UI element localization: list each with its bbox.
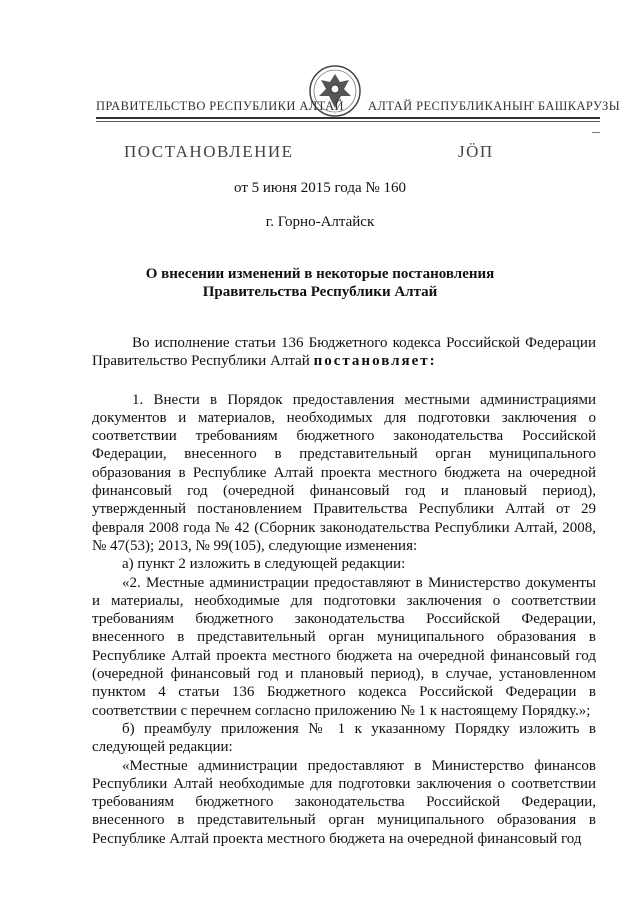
document-city: г. Горно-Алтайск <box>265 214 375 230</box>
document-title <box>0 265 640 301</box>
preamble-paragraph <box>92 334 596 371</box>
document-body <box>92 334 596 848</box>
document-type-altai: JÖП <box>458 142 494 161</box>
paragraph-quote-2: «2. Местные администрации предоставляют в Министерство документы и материалы, необходимые для подготовки заключения о соответствии требованиям бюджетного законодательства Российской Федерации, внесенного в представительный орган муниципального образования в Республике Алтай проекта местного бюджета на очередной финансовый год (очередной финансовый год и плановый период), в случае, установленном пунктом 4 статьи 136 Бюджетного кодекса Российской Федерации в соответствии с перечнем согласно приложению № 1 к настоящему Порядку.»; <box>92 574 596 719</box>
paragraph-item-a: а) пункт 2 изложить в следующей редакции: <box>122 556 406 573</box>
header-rule <box>96 117 600 119</box>
header-rule-thin <box>96 121 600 122</box>
preamble-text: Во исполнение статьи 136 Бюджетного кодекса Российской Федерации Правительство Республики Алтай <box>92 335 596 370</box>
document-date-number: от 5 июня 2015 года № 160 <box>234 180 406 196</box>
government-name-ru: ПРАВИТЕЛЬСТВО РЕСПУБЛИКИ АЛТАЙ <box>96 99 344 113</box>
document-type-ru: ПОСТАНОВЛЕНИЕ <box>124 142 294 161</box>
paragraph-item-1: 1. Внести в Порядок предоставления местными администрациями документов и материалов, необходимых для подготовки заключения о соответствии требованиям бюджетного законодательства Российской Федерации, внесенного в представительный орган муниципального образования в Республике Алтай проекта местного бюджета на очередной финансовый год (очередной финансовый год и плановый период), утвержденный постановлением Правительства Республики Алтай от 29 февраля 2008 года № 42 (Сборник законодательства Республики Алтай, 2008, № 47(53); 2013, № 99(105), следующие изменения: <box>92 391 596 554</box>
margin-mark <box>592 132 600 133</box>
paragraph-quote-preamble: «Местные администрации предоставляют в Министерство финансов Республики Алтай необходимые для подготовки заключения о соответствии требованиям бюджетного законодательства Российской Федерации, внесенного в представительный орган муниципального образования в Республике Алтай проекта местного бюджета на очередной финансовый год <box>92 757 596 847</box>
paragraph-item-b: б) преамбулу приложения № 1 к указанному Порядку изложить в следующей редакции: <box>92 720 596 756</box>
title-line-1: О внесении изменений в некоторые постановления <box>145 266 495 282</box>
government-name-altai: АЛТАЙ РЕСПУБЛИКАНЫҤ БАШКАРУЗЫ <box>368 99 621 113</box>
preamble-resolves: постановляет: <box>313 353 437 370</box>
title-line-2: Правительства Республики Алтай <box>202 284 438 300</box>
